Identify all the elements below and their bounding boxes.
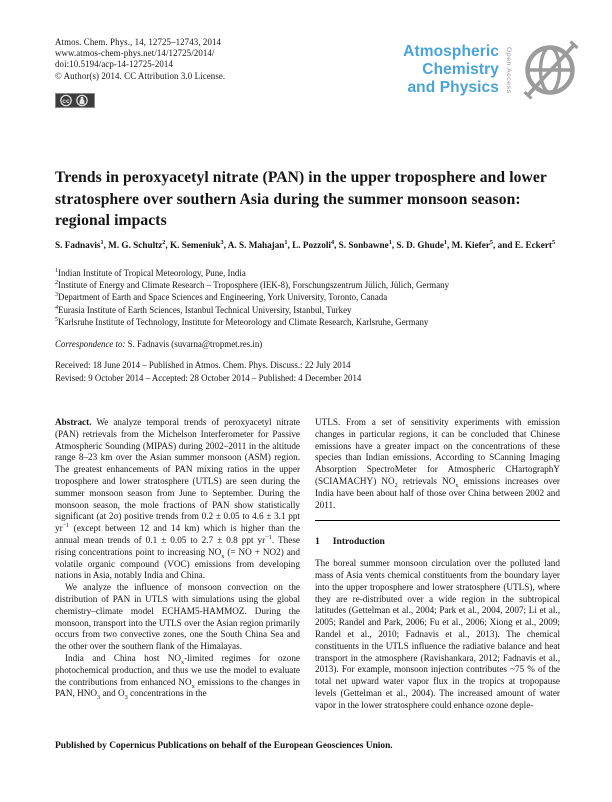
journal-name-line: Atmospheric	[403, 43, 499, 60]
journal-name-line: Chemistry	[422, 61, 499, 78]
left-column	[55, 417, 300, 712]
citation-block	[55, 37, 225, 108]
publisher-footer: Published by Copernicus Publications on behalf of the European Geosciences Union.	[55, 741, 393, 751]
affiliation-line: $^2$Institute of Energy and Climate Research – Troposphere (IEK-8), Forschungszentrum Jülich, Jülich, Germany	[55, 280, 450, 291]
citation-doi-link[interactable]: doi:10.5194/acp-14-12725-2014	[55, 59, 174, 70]
body-columns	[55, 417, 560, 712]
abstract-text-1: We analyze temporal trends of peroxyacetyl nitrate (PAN) retrievals from the Michelson Interferometer for Passive Atmospheric Sounding (MIPAS) during 2002–2011 in the altitude range 8–23 km over the Asian summer monsoon (ASM) region. The greatest enhancements of PAN mixing ratios in the upper troposphere and lower stratosphere (UTLS) are seen during the summer monsoon season from June to September. During the monsoon season, the mole fractions of PAN show statistically significant (at 2σ) positive trends from 0.2 ± 0.05 to 4.6 ± 3.1 ppt $yr^{-1}$ (except between 12 and 14 km) which is higher than the annual mean trends of 0.1 ± 0.05 to 2.7 ± 0.8 ppt $yr^{-1}$. These rising concentrations point to increasing $NO_x$ (= NO + NO2) and volatile organic compound (VOC) emissions from developing nations in Asia, notably India and China.	[55, 417, 300, 581]
section-1-heading	[315, 536, 560, 548]
abstract-label: Abstract.	[55, 417, 92, 427]
correspondence-label: Correspondence to:	[55, 339, 126, 349]
affiliations-block	[55, 267, 560, 328]
revised-line: Revised: 9 October 2014 – Accepted: 28 October 2014 – Published: 4 December 2014	[55, 372, 362, 383]
journal-name-line: and Physics	[407, 79, 499, 96]
citation-journal-line: Atmos. Chem. Phys., 14, 12725–12743, 2014	[55, 37, 222, 47]
affiliation-line: $^4$Eurasia Institute of Earth Sciences, Istanbul Technical University, Istanbul, Turkey	[55, 304, 352, 315]
affiliation-line: $^1$Indian Institute of Tropical Meteorology, Pune, India	[55, 268, 246, 278]
journal-name	[403, 43, 499, 97]
affiliation-line: $^5$Karlsruhe Institute of Technology, Institute for Meteorology and Climate Research, Karlsruhe, Germany	[55, 316, 429, 327]
paper-title: Trends in peroxyacetyl nitrate (PAN) in the upper troposphere and lower stratosphere over southern Asia during the summer monsoon season: regional impacts	[55, 169, 547, 229]
correspondence-contact: S. Fadnavis (suvarna@tropmet.res.in)	[125, 339, 263, 349]
affiliation-line: $^3$Department of Earth and Space Sciences and Engineering, York University, Toronto, Canada	[55, 292, 388, 303]
introduction-paragraph-1: The boreal summer monsoon circulation over the polluted land mass of Asia vents chemical constituents from the boundary layer into the upper troposphere and lower stratosphere (UTLS), where they are re-distributed over a wide region in the subtropical latitudes (Gettelman et al., 2004; Park et al., 2004, 2007; Li et al., 2005; Randel and Park, 2006; Fu et al., 2006; Xiong et al., 2009; Randel et al., 2010; Fadnavis et al., 2013). The chemical constituents in the UTLS influence the radiative balance and heat transport in the atmosphere (Ravishankara, 2012; Fadnavis et al., 2013). For example, monsoon injection contributes ~75 % of the total net upward water vapor flux in the tropics at tropopause levels (Gettelman et al., 2004). The increased amount of water vapor in the lower stratosphere could enhance ozone deple-	[315, 558, 560, 710]
abstract-paragraph-4: UTLS. From a set of sensitivity experiments with emission changes in particular regions, it can be concluded that Chinese emissions have a greater impact on the concentrations of these species than Indian emissions. According to SCanning Imaging Absorption SpectroMeter for Atmospheric CHartographY (SCIAMACHY) $NO_2$ retrievals $NO_x$ emissions increases over India have been about half of those over China between 2002 and 2011.	[315, 417, 560, 510]
received-line: Received: 18 June 2014 – Published in Atmos. Chem. Phys. Discuss.: 22 July 2014	[55, 360, 351, 370]
right-column	[315, 417, 560, 712]
abstract-paragraph-2: We analyze the influence of monsoon convection on the distribution of PAN in UTLS with simulations using the global chemistry–climate model ECHAM5-HAMMOZ. During the monsoon, transport into the UTLS over the Asian region primarily occurs from two convective zones, one the South China Sea and the other over the southern flank of the Himalayas.	[55, 582, 300, 652]
correspondence-line	[55, 339, 560, 349]
section-divider	[315, 520, 560, 521]
authors-line: S. Fadnavis$^1$, M. G. Schultz$^2$, K. Semeniuk$^3$, A. S. Mahajan$^1$, L. Pozzoli$^4$, S. Sonbawne$^1$, S. D. Ghude$^1$, M. Kiefer$^5$, and E. Eckert$^5$	[55, 238, 556, 250]
abstract-paragraph-1	[55, 417, 300, 582]
svg-text:cc: cc	[62, 97, 70, 105]
cc-by-license-icon[interactable]	[55, 93, 95, 108]
abstract-paragraph-3: India and China host $NO_x$-limited regimes for ozone photochemical production, and thus we use the model to evaluate the contributions from enhanced $NO_x$ emissions to the changes in PAN, $HNO_3$ and $O_3$ concentrations in the	[55, 652, 300, 702]
journal-logo	[403, 34, 585, 106]
citation-url-link[interactable]: www.atmos-chem-phys.net/14/12725/2014/	[55, 48, 215, 59]
dates-block	[55, 359, 560, 384]
egu-globe-icon	[515, 34, 585, 106]
section-1-title: Introduction	[332, 536, 385, 548]
open-access-label: Open Access	[505, 46, 512, 94]
citation-license-line: © Author(s) 2014. CC Attribution 3.0 License.	[55, 70, 226, 81]
section-1-number: 1	[315, 536, 320, 548]
